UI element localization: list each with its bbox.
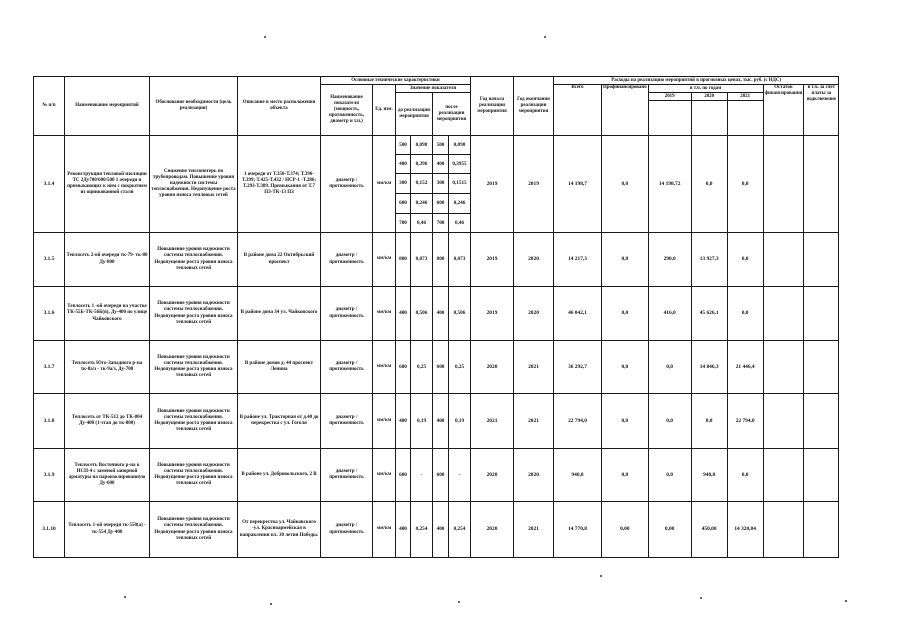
cost-remaining — [763, 287, 804, 341]
value-before-length: 0,152 — [411, 174, 433, 194]
header-cell: Профинансировано — [602, 85, 649, 136]
value-before-length: 0,396 — [411, 155, 433, 174]
cost-2019: 0,0 — [648, 449, 691, 502]
value-before-length: 0,19 — [411, 394, 433, 449]
year-end: 2021 — [514, 502, 554, 558]
indicator-name: диаметр / протяженность — [321, 449, 373, 502]
table-row — [34, 287, 839, 341]
measure-name: Теплосеть Восточного р-на к НСП-4 с заменой запорной арматуры на пароизолированную Ду-600 — [65, 449, 150, 502]
cost-total: 46 042,1 — [554, 287, 602, 341]
cost-connection-fee — [804, 341, 839, 394]
measure-justification: Снижение теплопотерь по трубопроводам. Повышение уровня надежности системы теплоснабжения. Недопущение роста уровня износа тепловых сетей — [150, 136, 238, 233]
table-row — [34, 449, 839, 502]
cost-2019: 14 198,72 — [648, 136, 691, 233]
cost-connection-fee — [804, 287, 839, 341]
cost-remaining — [763, 449, 804, 502]
header-cell — [648, 101, 691, 136]
value-after-length: 0,3955 — [449, 155, 471, 174]
row-number: 3.1.9 — [34, 449, 65, 502]
measure-location: В районе домов д. 44 проспект Ленина — [238, 341, 321, 394]
scan-speck — [270, 603, 272, 605]
measure-name: Реконструкция тепловой изоляции ТС 2Ду700/600/500 1 очереди и примыкающих к ним с покрытием из оцинкованной стали — [65, 136, 150, 233]
year-start: 2021 — [471, 394, 514, 449]
row-number: 3.1.4 — [34, 136, 65, 233]
header-cell: Наименование мероприятий — [65, 77, 150, 136]
cost-2019: 290,0 — [648, 233, 691, 287]
year-end: 2020 — [514, 287, 554, 341]
unit: мм/км — [373, 136, 396, 233]
cost-2019: 0,00 — [648, 502, 691, 558]
indicator-name: диаметр / протяженность — [321, 136, 373, 233]
year-start: 2020 — [471, 449, 514, 502]
measure-location: 1 очереди от Т.350-Т.374; Т.396-Т.399; Т.425-Т.432 / НСР-1 -Т.286; Т.293-Т.309. Примыкания от Т.7 ПЗ-ТК-13 ПЗ — [238, 136, 321, 233]
value-before-diameter: 700 — [396, 214, 411, 233]
measure-location: В районе дома 34 ул. Чайковского — [238, 287, 321, 341]
indicator-name: диаметр / протяженность — [321, 341, 373, 394]
unit: мм/км — [373, 233, 396, 287]
cost-total: 14 217,3 — [554, 233, 602, 287]
value-before-diameter: 800 — [396, 233, 411, 287]
indicator-name: диаметр / протяженность — [321, 233, 373, 287]
value-before-diameter: 600 — [396, 449, 411, 502]
value-after-length: 0,098 — [449, 136, 471, 155]
unit: мм/км — [373, 449, 396, 502]
table-row — [34, 233, 839, 287]
value-after-diameter: 400 — [433, 155, 449, 174]
table-row — [34, 136, 839, 155]
cost-remaining — [763, 233, 804, 287]
scan-speck — [544, 36, 546, 38]
header-cell: Значение показателя — [396, 85, 471, 93]
value-after-diameter: 400 — [433, 502, 449, 558]
header-cell: 2021 — [727, 93, 763, 101]
cost-2021: 0,0 — [727, 233, 763, 287]
scan-speck — [845, 600, 847, 602]
cost-2020: 940,8 — [691, 449, 727, 502]
cost-2019: 0,0 — [648, 394, 691, 449]
value-before-length: 0,46 — [411, 214, 433, 233]
cost-financed: 0,0 — [602, 341, 649, 394]
cost-financed: 0,00 — [602, 502, 649, 558]
unit: мм/км — [373, 341, 396, 394]
year-start: 2019 — [471, 136, 514, 233]
cost-2019: 416,0 — [648, 287, 691, 341]
value-after-diameter: 500 — [433, 136, 449, 155]
value-after-diameter: 400 — [433, 394, 449, 449]
value-before-length: 0,073 — [411, 233, 433, 287]
value-after-diameter: 800 — [433, 233, 449, 287]
value-after-length: 0,25 — [449, 341, 471, 394]
header-cell: № п/п — [34, 77, 65, 136]
header-cell: Описание и место расположения объекта — [238, 77, 321, 136]
year-start: 2019 — [471, 233, 514, 287]
year-start: 2020 — [471, 502, 514, 558]
cost-remaining — [763, 502, 804, 558]
measure-name: Теплосеть 1 -ой очереди на участке ТК-55Б-ТК-56Б(в), Ду-400 по улице Чайковского — [65, 287, 150, 341]
indicator-name: диаметр / протяженность — [321, 287, 373, 341]
year-end: 2019 — [514, 136, 554, 233]
value-before-diameter: 400 — [396, 502, 411, 558]
value-before-length: 0,506 — [411, 287, 433, 341]
cost-connection-fee — [804, 233, 839, 287]
measure-justification: Повышение уровня надежности системы теплоснабжения. Недопущение роста уровня износа тепловых сетей — [150, 233, 238, 287]
measure-name: Теплосеть Юго-Западного р-на тк-8а/з - тк-9а/з, Ду-700 — [65, 341, 150, 394]
table-row — [34, 341, 839, 394]
value-before-length: 0,254 — [411, 502, 433, 558]
scan-speck — [700, 597, 702, 599]
value-after-length: - — [449, 449, 471, 502]
measure-name: Теплосеть 2-ой очереди тк-79- тк-80 Ду-800 — [65, 233, 150, 287]
cost-2020: 14 846,3 — [691, 341, 727, 394]
cost-total: 940,8 — [554, 449, 602, 502]
value-after-length: 0,254 — [449, 502, 471, 558]
value-after-diameter: 400 — [433, 287, 449, 341]
cost-total: 14 770,8 — [554, 502, 602, 558]
year-start: 2020 — [471, 341, 514, 394]
year-end: 2021 — [514, 341, 554, 394]
value-after-diameter: 600 — [433, 194, 449, 214]
cost-2019: 0,0 — [648, 341, 691, 394]
measures-table — [33, 76, 839, 558]
cost-remaining — [763, 341, 804, 394]
cost-financed: 0,0 — [602, 394, 649, 449]
table-row — [34, 502, 839, 558]
measure-justification: Повышение уровня надежности системы теплоснабжения. Недопущение роста уровня износа тепловых сетей — [150, 394, 238, 449]
header-cell: Ед. изм. — [373, 85, 396, 136]
header-cell: Остаток финансирования — [763, 85, 804, 136]
header-cell: Год окончания реализации мероприятия — [514, 77, 554, 136]
value-before-diameter: 600 — [396, 194, 411, 214]
indicator-name: диаметр / протяженность — [321, 394, 373, 449]
header-cell — [727, 101, 763, 136]
header-cell: Наименование показателя (мощность, протяженность, диаметр и т.п.) — [321, 85, 373, 136]
value-after-length: 0,1515 — [449, 174, 471, 194]
scan-speck — [124, 596, 126, 598]
measure-location: От перекрестка ул. Чайковского -ул. Красноармейская в направлении пл. 30 летия Победы. — [238, 502, 321, 558]
measure-location: В районе дома 22 Октябрьский проспект — [238, 233, 321, 287]
cost-connection-fee — [804, 394, 839, 449]
row-number: 3.1.10 — [34, 502, 65, 558]
header-cell: в т.ч. по годам — [648, 85, 763, 93]
cost-2020: 13 927,3 — [691, 233, 727, 287]
header-cell: после реализации мероприятия — [433, 93, 471, 136]
measure-justification: Повышение уровня надежности системы теплоснабжения. Недопущение роста уровня износа тепловых сетей — [150, 341, 238, 394]
header-cell: Год начала реализации мероприятия — [471, 77, 514, 136]
unit: мм/км — [373, 502, 396, 558]
unit: мм/км — [373, 394, 396, 449]
row-number: 3.1.7 — [34, 341, 65, 394]
cost-financed: 0,0 — [602, 449, 649, 502]
cost-2021: 22 794,0 — [727, 394, 763, 449]
measure-name: Теплосеть от ТК-512 до ТК-804 Ду-400 (1-этап до тк-800) — [65, 394, 150, 449]
scan-speck — [458, 601, 460, 603]
header-cell: в т.ч. за счет платы за подключение — [804, 85, 839, 136]
header-cell: 2020 — [691, 93, 727, 101]
header-cell: Расходы на реализацию мероприятий в прогнозных ценах, тыс. руб. (с НДС) — [554, 77, 839, 85]
header-cell: до реализации мероприятия — [396, 93, 433, 136]
header-cell: Всего — [554, 85, 602, 136]
value-before-length: 0,246 — [411, 194, 433, 214]
value-before-diameter: 400 — [396, 394, 411, 449]
row-number: 3.1.6 — [34, 287, 65, 341]
table-row — [34, 394, 839, 449]
year-end: 2020 — [514, 233, 554, 287]
value-before-diameter: 300 — [396, 174, 411, 194]
row-number: 3.1.5 — [34, 233, 65, 287]
cost-financed: 0,0 — [602, 233, 649, 287]
cost-2021: 0,0 — [727, 287, 763, 341]
cost-connection-fee — [804, 136, 839, 233]
cost-connection-fee — [804, 502, 839, 558]
cost-total: 36 292,7 — [554, 341, 602, 394]
value-after-diameter: 600 — [433, 449, 449, 502]
scan-speck — [600, 575, 602, 577]
cost-2021: 21 446,4 — [727, 341, 763, 394]
cost-remaining — [763, 136, 804, 233]
measure-location: В районе ул. Тракторная от д.40 до перекрестка с ул. Гоголя — [238, 394, 321, 449]
measure-justification: Повышение уровня надежности системы теплоснабжения. Недопущение роста уровня износа тепловых сетей — [150, 449, 238, 502]
value-before-diameter: 400 — [396, 155, 411, 174]
value-before-diameter: 400 — [396, 287, 411, 341]
cost-financed: 0,0 — [602, 287, 649, 341]
cost-2020: 45 626,1 — [691, 287, 727, 341]
value-after-diameter: 700 — [433, 214, 449, 233]
value-before-diameter: 600 — [396, 341, 411, 394]
cost-financed: 0,0 — [602, 136, 649, 233]
year-end: 2020 — [514, 449, 554, 502]
value-after-length: 0,46 — [449, 214, 471, 233]
indicator-name: диаметр / протяженность — [321, 502, 373, 558]
value-after-length: 0,073 — [449, 233, 471, 287]
measure-justification: Повышение уровня надежности системы теплоснабжения. Недопущение роста уровня износа тепловых сетей — [150, 287, 238, 341]
year-start: 2019 — [471, 287, 514, 341]
value-after-diameter: 300 — [433, 174, 449, 194]
value-after-diameter: 600 — [433, 341, 449, 394]
scan-speck — [264, 36, 266, 38]
header-cell: 2019 — [648, 93, 691, 101]
cost-2021: 14 320,84 — [727, 502, 763, 558]
measure-location: В районе ул. Добровольского, 2 В — [238, 449, 321, 502]
cost-connection-fee — [804, 449, 839, 502]
measure-justification: Повышение уровня надежности системы теплоснабжения. Недопущение роста уровня износа тепловых сетей — [150, 502, 238, 558]
row-number: 3.1.8 — [34, 394, 65, 449]
cost-2020: 450,00 — [691, 502, 727, 558]
document-page — [33, 76, 839, 558]
header-cell: Обоснование необходимости (цель реализации) — [150, 77, 238, 136]
value-after-length: 0,506 — [449, 287, 471, 341]
value-before-diameter: 500 — [396, 136, 411, 155]
cost-total: 22 794,0 — [554, 394, 602, 449]
header-cell — [691, 101, 727, 136]
value-before-length: 0,25 — [411, 341, 433, 394]
header-cell: Основные технические характеристики — [321, 77, 471, 85]
header-row — [34, 77, 839, 85]
cost-2021: 0,0 — [727, 449, 763, 502]
value-after-length: 0,19 — [449, 394, 471, 449]
measure-name: Теплосеть 1-ой очереди тк-550(а) - тк-554 Ду-400 — [65, 502, 150, 558]
value-before-length: - — [411, 449, 433, 502]
cost-total: 14 198,7 — [554, 136, 602, 233]
cost-2021: 0,0 — [727, 136, 763, 233]
unit: мм/км — [373, 287, 396, 341]
cost-2020: 0,0 — [691, 394, 727, 449]
value-before-length: 0,098 — [411, 136, 433, 155]
year-end: 2021 — [514, 394, 554, 449]
cost-remaining — [763, 394, 804, 449]
cost-2020: 0,0 — [691, 136, 727, 233]
value-after-length: 0,246 — [449, 194, 471, 214]
